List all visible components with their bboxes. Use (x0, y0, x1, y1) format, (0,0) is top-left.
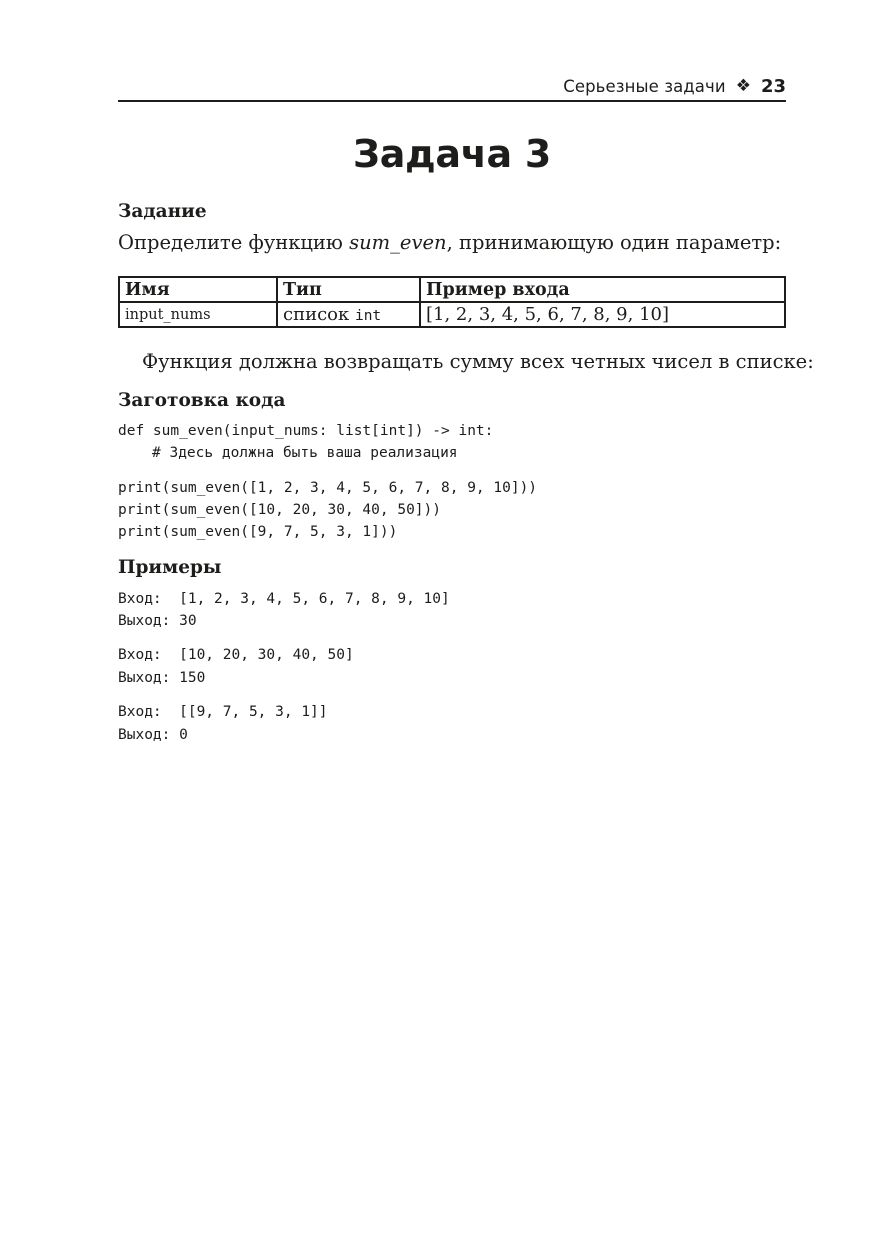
running-title: Серьезные задачи (563, 76, 726, 96)
code-line: print(sum_even([1, 2, 3, 4, 5, 6, 7, 8, 9, 10])) (118, 480, 538, 496)
function-name: sum_even (349, 231, 447, 254)
column-header-type: Тип (277, 277, 420, 302)
column-header-name: Имя (119, 277, 277, 302)
type-word: список (283, 304, 355, 325)
code-line: # Здесь должна быть ваша реализация (152, 445, 458, 461)
type-code: int (354, 308, 382, 324)
example-input: Вход: [1, 2, 3, 4, 5, 6, 7, 8, 9, 10] (118, 591, 450, 607)
code-line: print(sum_even([9, 7, 5, 3, 1])) (118, 524, 398, 540)
examples-heading: Примеры (118, 557, 222, 578)
template-heading: Заготовка кода (118, 390, 286, 411)
code-line: print(sum_even([10, 20, 30, 40, 50])) (118, 502, 442, 518)
example-output: Выход: 0 (118, 727, 188, 743)
param-example-cell: [1, 2, 3, 4, 5, 6, 7, 8, 9, 10] (420, 302, 785, 327)
param-type-cell (277, 302, 420, 327)
example-output: Выход: 30 (118, 613, 197, 629)
param-name-cell: input_nums (119, 302, 277, 327)
task-intro (118, 230, 781, 256)
example-input: Вход: [10, 20, 30, 40, 50] (118, 647, 354, 663)
column-header-example: Пример входа (420, 277, 785, 302)
code-line: def sum_even(input_nums: list[int]) -> int: (118, 423, 494, 439)
table-row (119, 302, 785, 327)
parameter-table (118, 276, 786, 328)
intro-after: , принимающую один параметр: (446, 231, 782, 254)
task-description: Функция должна возвращать сумму всех четных чисел в списке: (142, 350, 814, 373)
table-header-row (119, 277, 785, 302)
page-title: Задача 3 (353, 132, 551, 176)
task-heading: Задание (118, 201, 207, 222)
example-output: Выход: 150 (118, 670, 206, 686)
running-header (118, 72, 786, 100)
page-number: 23 (760, 75, 786, 97)
example-input: Вход: [[9, 7, 5, 3, 1]] (118, 704, 328, 720)
intro-before: Определите функцию (118, 231, 350, 254)
header-rule (118, 100, 786, 102)
ornament-icon: ❖ (735, 75, 751, 96)
